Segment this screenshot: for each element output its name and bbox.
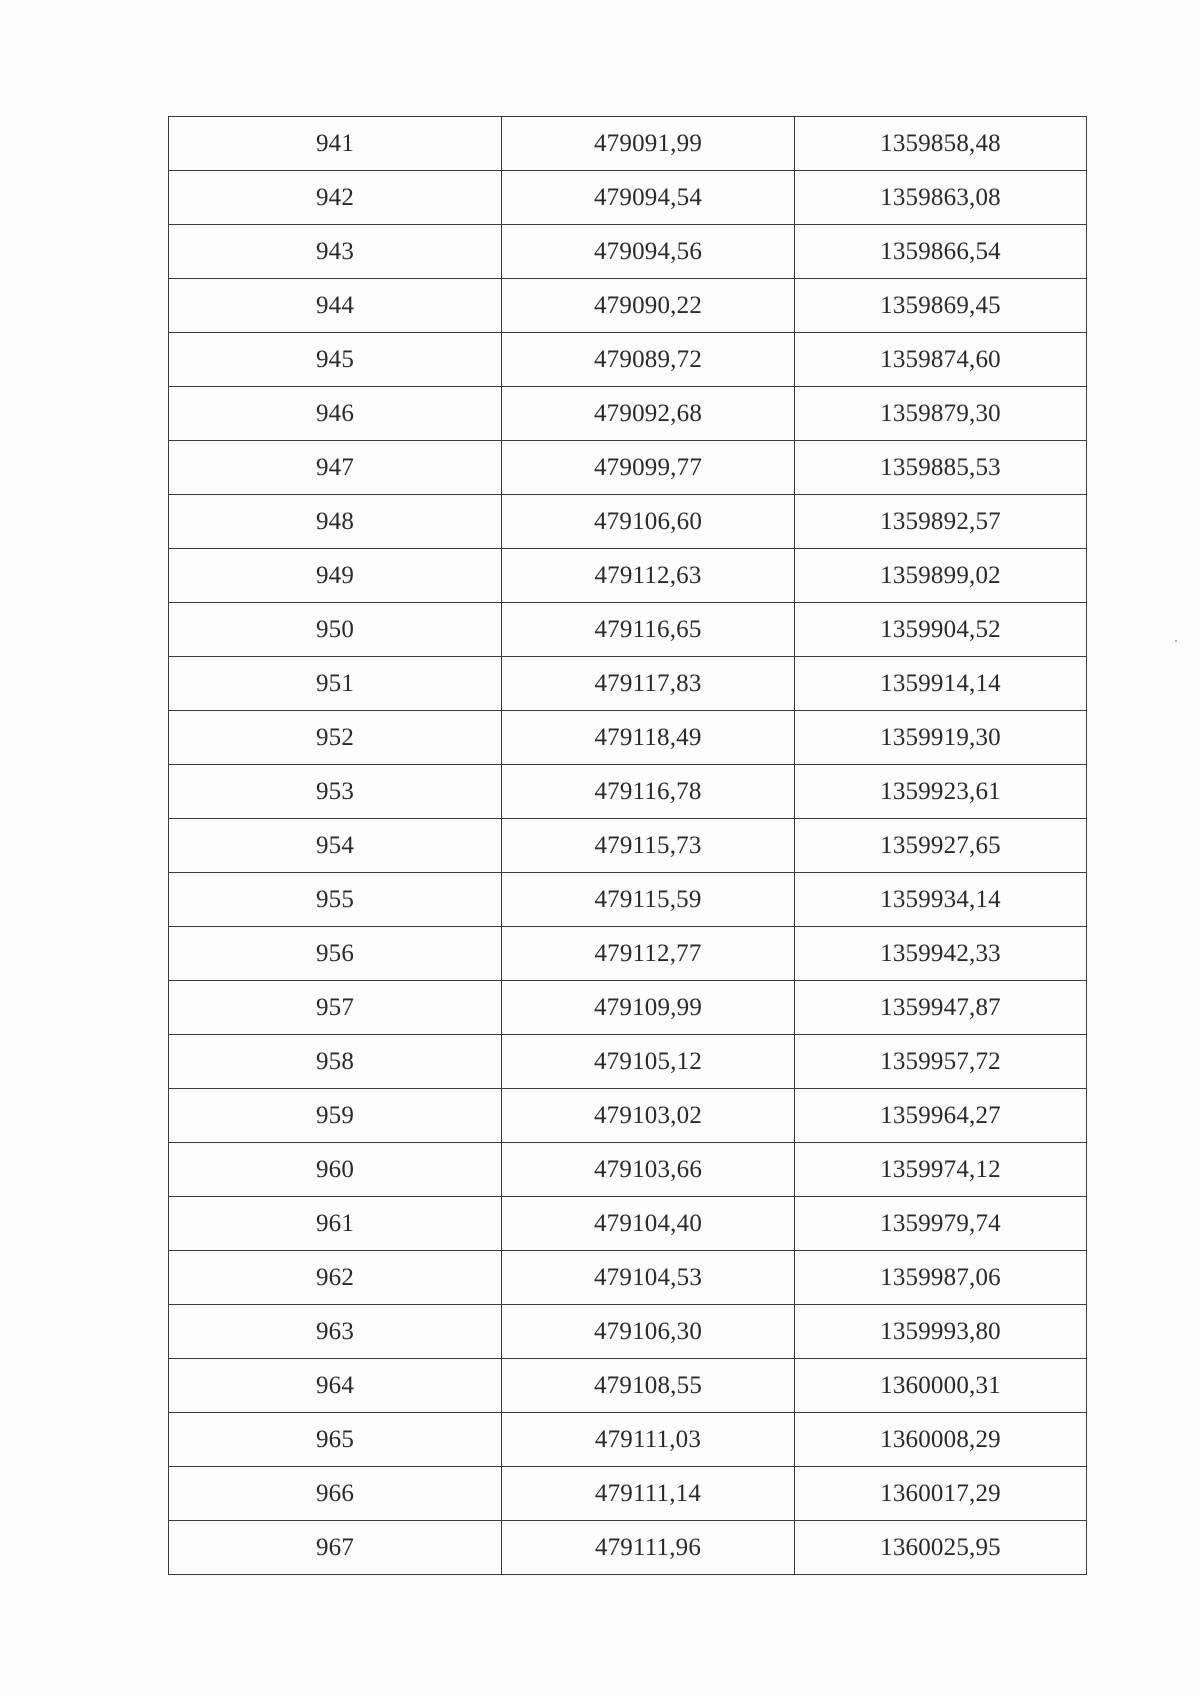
point-number-cell: 941 [169,117,502,171]
table-row [169,279,1087,333]
table-row [169,657,1087,711]
point-number-cell: 967 [169,1521,502,1575]
table-row [169,1089,1087,1143]
x-coordinate-cell: 479099,77 [502,441,795,495]
point-number-cell: 957 [169,981,502,1035]
table-row [169,1521,1087,1575]
x-coordinate-cell: 479111,14 [502,1467,795,1521]
y-coordinate-cell: 1359987,06 [795,1251,1087,1305]
point-number-cell: 949 [169,549,502,603]
x-coordinate-cell: 479111,96 [502,1521,795,1575]
y-coordinate-cell: 1360017,29 [795,1467,1087,1521]
point-number-cell: 954 [169,819,502,873]
y-coordinate-cell: 1359993,80 [795,1305,1087,1359]
point-number-cell: 942 [169,171,502,225]
y-coordinate-cell: 1359923,61 [795,765,1087,819]
point-number-cell: 952 [169,711,502,765]
x-coordinate-cell: 479106,60 [502,495,795,549]
table-row [169,873,1087,927]
x-coordinate-cell: 479104,40 [502,1197,795,1251]
table-row [169,1359,1087,1413]
point-number-cell: 963 [169,1305,502,1359]
table-row [169,1035,1087,1089]
point-number-cell: 944 [169,279,502,333]
table-row [169,549,1087,603]
table-row [169,1413,1087,1467]
x-coordinate-cell: 479092,68 [502,387,795,441]
table-row [169,1305,1087,1359]
table-row [169,387,1087,441]
coordinates-table-body [169,117,1087,1575]
y-coordinate-cell: 1359885,53 [795,441,1087,495]
x-coordinate-cell: 479094,54 [502,171,795,225]
table-row [169,117,1087,171]
point-number-cell: 950 [169,603,502,657]
table-row [169,1467,1087,1521]
x-coordinate-cell: 479094,56 [502,225,795,279]
x-coordinate-cell: 479116,78 [502,765,795,819]
table-row [169,1197,1087,1251]
y-coordinate-cell: 1359974,12 [795,1143,1087,1197]
table-row [169,603,1087,657]
y-coordinate-cell: 1359947,87 [795,981,1087,1035]
y-coordinate-cell: 1359914,14 [795,657,1087,711]
point-number-cell: 955 [169,873,502,927]
x-coordinate-cell: 479108,55 [502,1359,795,1413]
table-row [169,495,1087,549]
y-coordinate-cell: 1359934,14 [795,873,1087,927]
point-number-cell: 961 [169,1197,502,1251]
x-coordinate-cell: 479104,53 [502,1251,795,1305]
point-number-cell: 958 [169,1035,502,1089]
y-coordinate-cell: 1359899,02 [795,549,1087,603]
table-row [169,171,1087,225]
x-coordinate-cell: 479109,99 [502,981,795,1035]
y-coordinate-cell: 1359979,74 [795,1197,1087,1251]
x-coordinate-cell: 479112,63 [502,549,795,603]
x-coordinate-cell: 479115,73 [502,819,795,873]
x-coordinate-cell: 479115,59 [502,873,795,927]
point-number-cell: 965 [169,1413,502,1467]
point-number-cell: 964 [169,1359,502,1413]
y-coordinate-cell: 1359866,54 [795,225,1087,279]
point-number-cell: 960 [169,1143,502,1197]
point-number-cell: 951 [169,657,502,711]
y-coordinate-cell: 1359879,30 [795,387,1087,441]
point-number-cell: 953 [169,765,502,819]
y-coordinate-cell: 1360008,29 [795,1413,1087,1467]
y-coordinate-cell: 1360000,31 [795,1359,1087,1413]
table-row [169,441,1087,495]
x-coordinate-cell: 479090,22 [502,279,795,333]
point-number-cell: 966 [169,1467,502,1521]
y-coordinate-cell: 1359869,45 [795,279,1087,333]
y-coordinate-cell: 1359892,57 [795,495,1087,549]
y-coordinate-cell: 1359874,60 [795,333,1087,387]
x-coordinate-cell: 479116,65 [502,603,795,657]
point-number-cell: 943 [169,225,502,279]
y-coordinate-cell: 1359919,30 [795,711,1087,765]
table-row [169,1143,1087,1197]
point-number-cell: 945 [169,333,502,387]
point-number-cell: 956 [169,927,502,981]
y-coordinate-cell: 1359863,08 [795,171,1087,225]
x-coordinate-cell: 479118,49 [502,711,795,765]
y-coordinate-cell: 1359904,52 [795,603,1087,657]
x-coordinate-cell: 479103,66 [502,1143,795,1197]
point-number-cell: 962 [169,1251,502,1305]
x-coordinate-cell: 479106,30 [502,1305,795,1359]
y-coordinate-cell: 1359964,27 [795,1089,1087,1143]
y-coordinate-cell: 1359858,48 [795,117,1087,171]
table-row [169,1251,1087,1305]
table-row [169,819,1087,873]
x-coordinate-cell: 479112,77 [502,927,795,981]
point-number-cell: 946 [169,387,502,441]
x-coordinate-cell: 479091,99 [502,117,795,171]
scan-speck [1175,640,1177,642]
table-row [169,981,1087,1035]
table-row [169,711,1087,765]
x-coordinate-cell: 479117,83 [502,657,795,711]
point-number-cell: 947 [169,441,502,495]
y-coordinate-cell: 1359957,72 [795,1035,1087,1089]
table-row [169,765,1087,819]
table-row [169,333,1087,387]
y-coordinate-cell: 1359942,33 [795,927,1087,981]
table-row [169,927,1087,981]
x-coordinate-cell: 479089,72 [502,333,795,387]
y-coordinate-cell: 1360025,95 [795,1521,1087,1575]
coordinates-table [168,116,1087,1575]
point-number-cell: 948 [169,495,502,549]
x-coordinate-cell: 479103,02 [502,1089,795,1143]
table-row [169,225,1087,279]
point-number-cell: 959 [169,1089,502,1143]
x-coordinate-cell: 479111,03 [502,1413,795,1467]
y-coordinate-cell: 1359927,65 [795,819,1087,873]
x-coordinate-cell: 479105,12 [502,1035,795,1089]
